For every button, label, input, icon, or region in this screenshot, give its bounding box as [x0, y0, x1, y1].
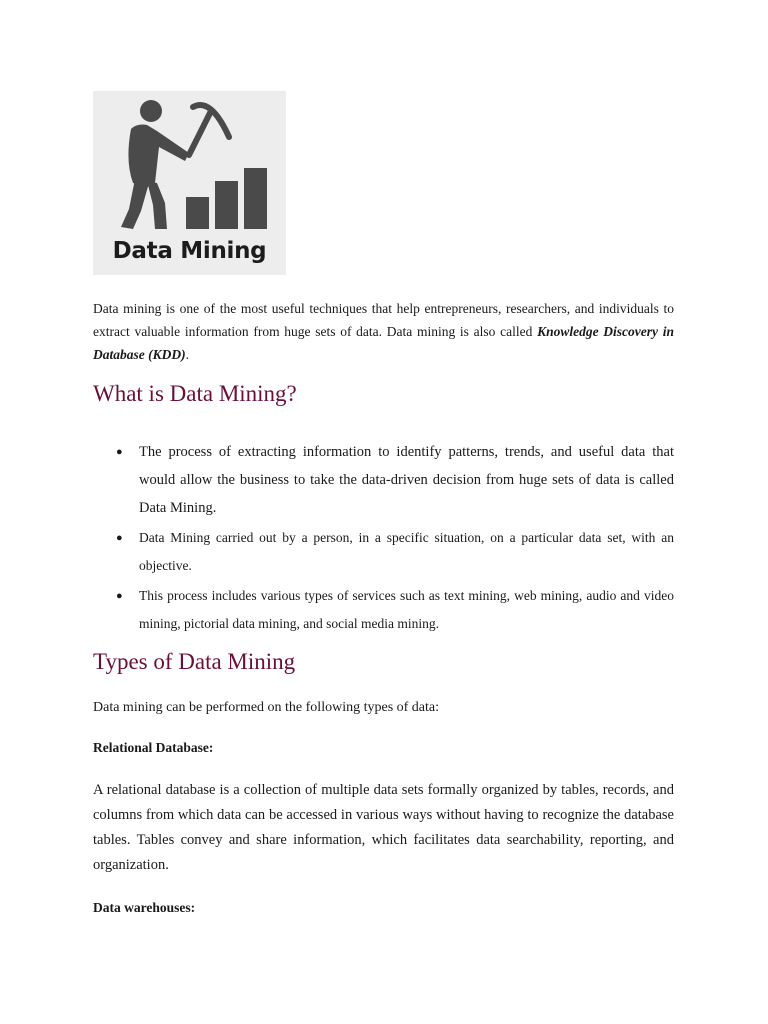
bullet-icon: ●	[116, 532, 123, 544]
data-mining-logo	[93, 91, 286, 275]
intro-emphasis: Knowledge Discovery in Database (KDD)	[93, 324, 674, 362]
relational-database-text: A relational database is a collection of multiple data sets formally organized by tables, records, and columns from which data can be accessed in various ways without having to recognize the database tables. Tables convey and share information, which facilitates data searchability, reporting, and organization.	[93, 782, 674, 873]
bullet-icon: ●	[116, 446, 123, 458]
data-mining-icon	[93, 91, 286, 241]
list-item-text: Data Mining carried out by a person, in a specific situation, on a particular data set, with an objective.	[139, 530, 674, 573]
types-intro-text: Data mining can be performed on the following types of data:	[93, 700, 440, 715]
list-item-text: This process includes various types of services such as text mining, web mining, audio and video mining, pictorial data mining, and social media mining.	[139, 588, 674, 631]
heading-types-of-data-mining: Types of Data Mining	[93, 649, 296, 674]
list-item	[93, 524, 674, 580]
intro-end: .	[185, 347, 189, 362]
heading-what-is-data-mining: What is Data Mining?	[93, 381, 297, 406]
data-warehouses-heading: Data warehouses:	[93, 900, 196, 915]
definition-list	[93, 438, 674, 638]
document-page	[93, 91, 674, 918]
logo-text: Data Mining	[112, 238, 267, 264]
relational-database-heading: Relational Database:	[93, 740, 214, 755]
list-item	[93, 582, 674, 638]
intro-text: Data mining is one of the most useful techniques that help entrepreneurs, researchers, and individuals to extract valuable information from huge sets of data. Data mining is also called	[93, 301, 674, 339]
list-item-text: The process of extracting information to identify patterns, trends, and useful data that would allow the business to take the data-driven decision from huge sets of data is called Data Mining.	[139, 444, 674, 516]
intro-paragraph	[93, 297, 674, 366]
bullet-icon: ●	[116, 590, 123, 602]
list-item	[93, 438, 674, 522]
